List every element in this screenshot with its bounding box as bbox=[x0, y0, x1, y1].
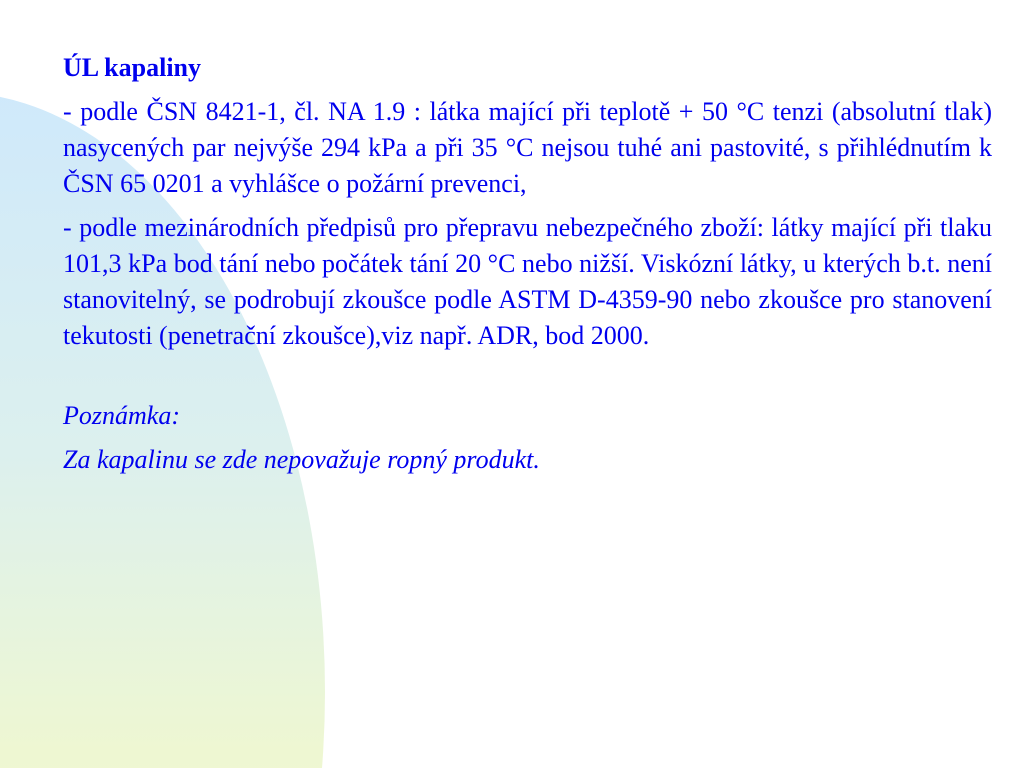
slide-heading: ÚL kapaliny bbox=[63, 53, 202, 82]
spacer bbox=[63, 362, 992, 398]
slide-content bbox=[63, 50, 992, 486]
paragraph-csn-definition: - podle ČSN 8421-1, čl. NA 1.9 : látka mající při teplotě + 50 °C tenzi (absolutní tlak) nasycených par nejvýše 294 kPa a při 35 °C nejsou tuhé ani pastovité, s přihlédnutím k ČSN 65 0201 a vyhlášce o požární prevenci, bbox=[63, 97, 992, 198]
note-text: Za kapalinu se zde nepovažuje ropný produkt. bbox=[63, 445, 540, 474]
note-title: Poznámka: bbox=[63, 401, 180, 430]
paragraph-international-definition: - podle mezinárodních předpisů pro přepravu nebezpečného zboží: látky mající při tlaku 101,3 kPa bod tání nebo počátek tání 20 °C nebo nižší. Viskózní látky, u kterých b.t. není stanovitelný, se podrobují zkoušce podle ASTM D-4359-90 nebo zkoušce pro stanovení tekutosti (penetrační zkoušce),viz např. ADR, bod 2000. bbox=[63, 213, 992, 350]
